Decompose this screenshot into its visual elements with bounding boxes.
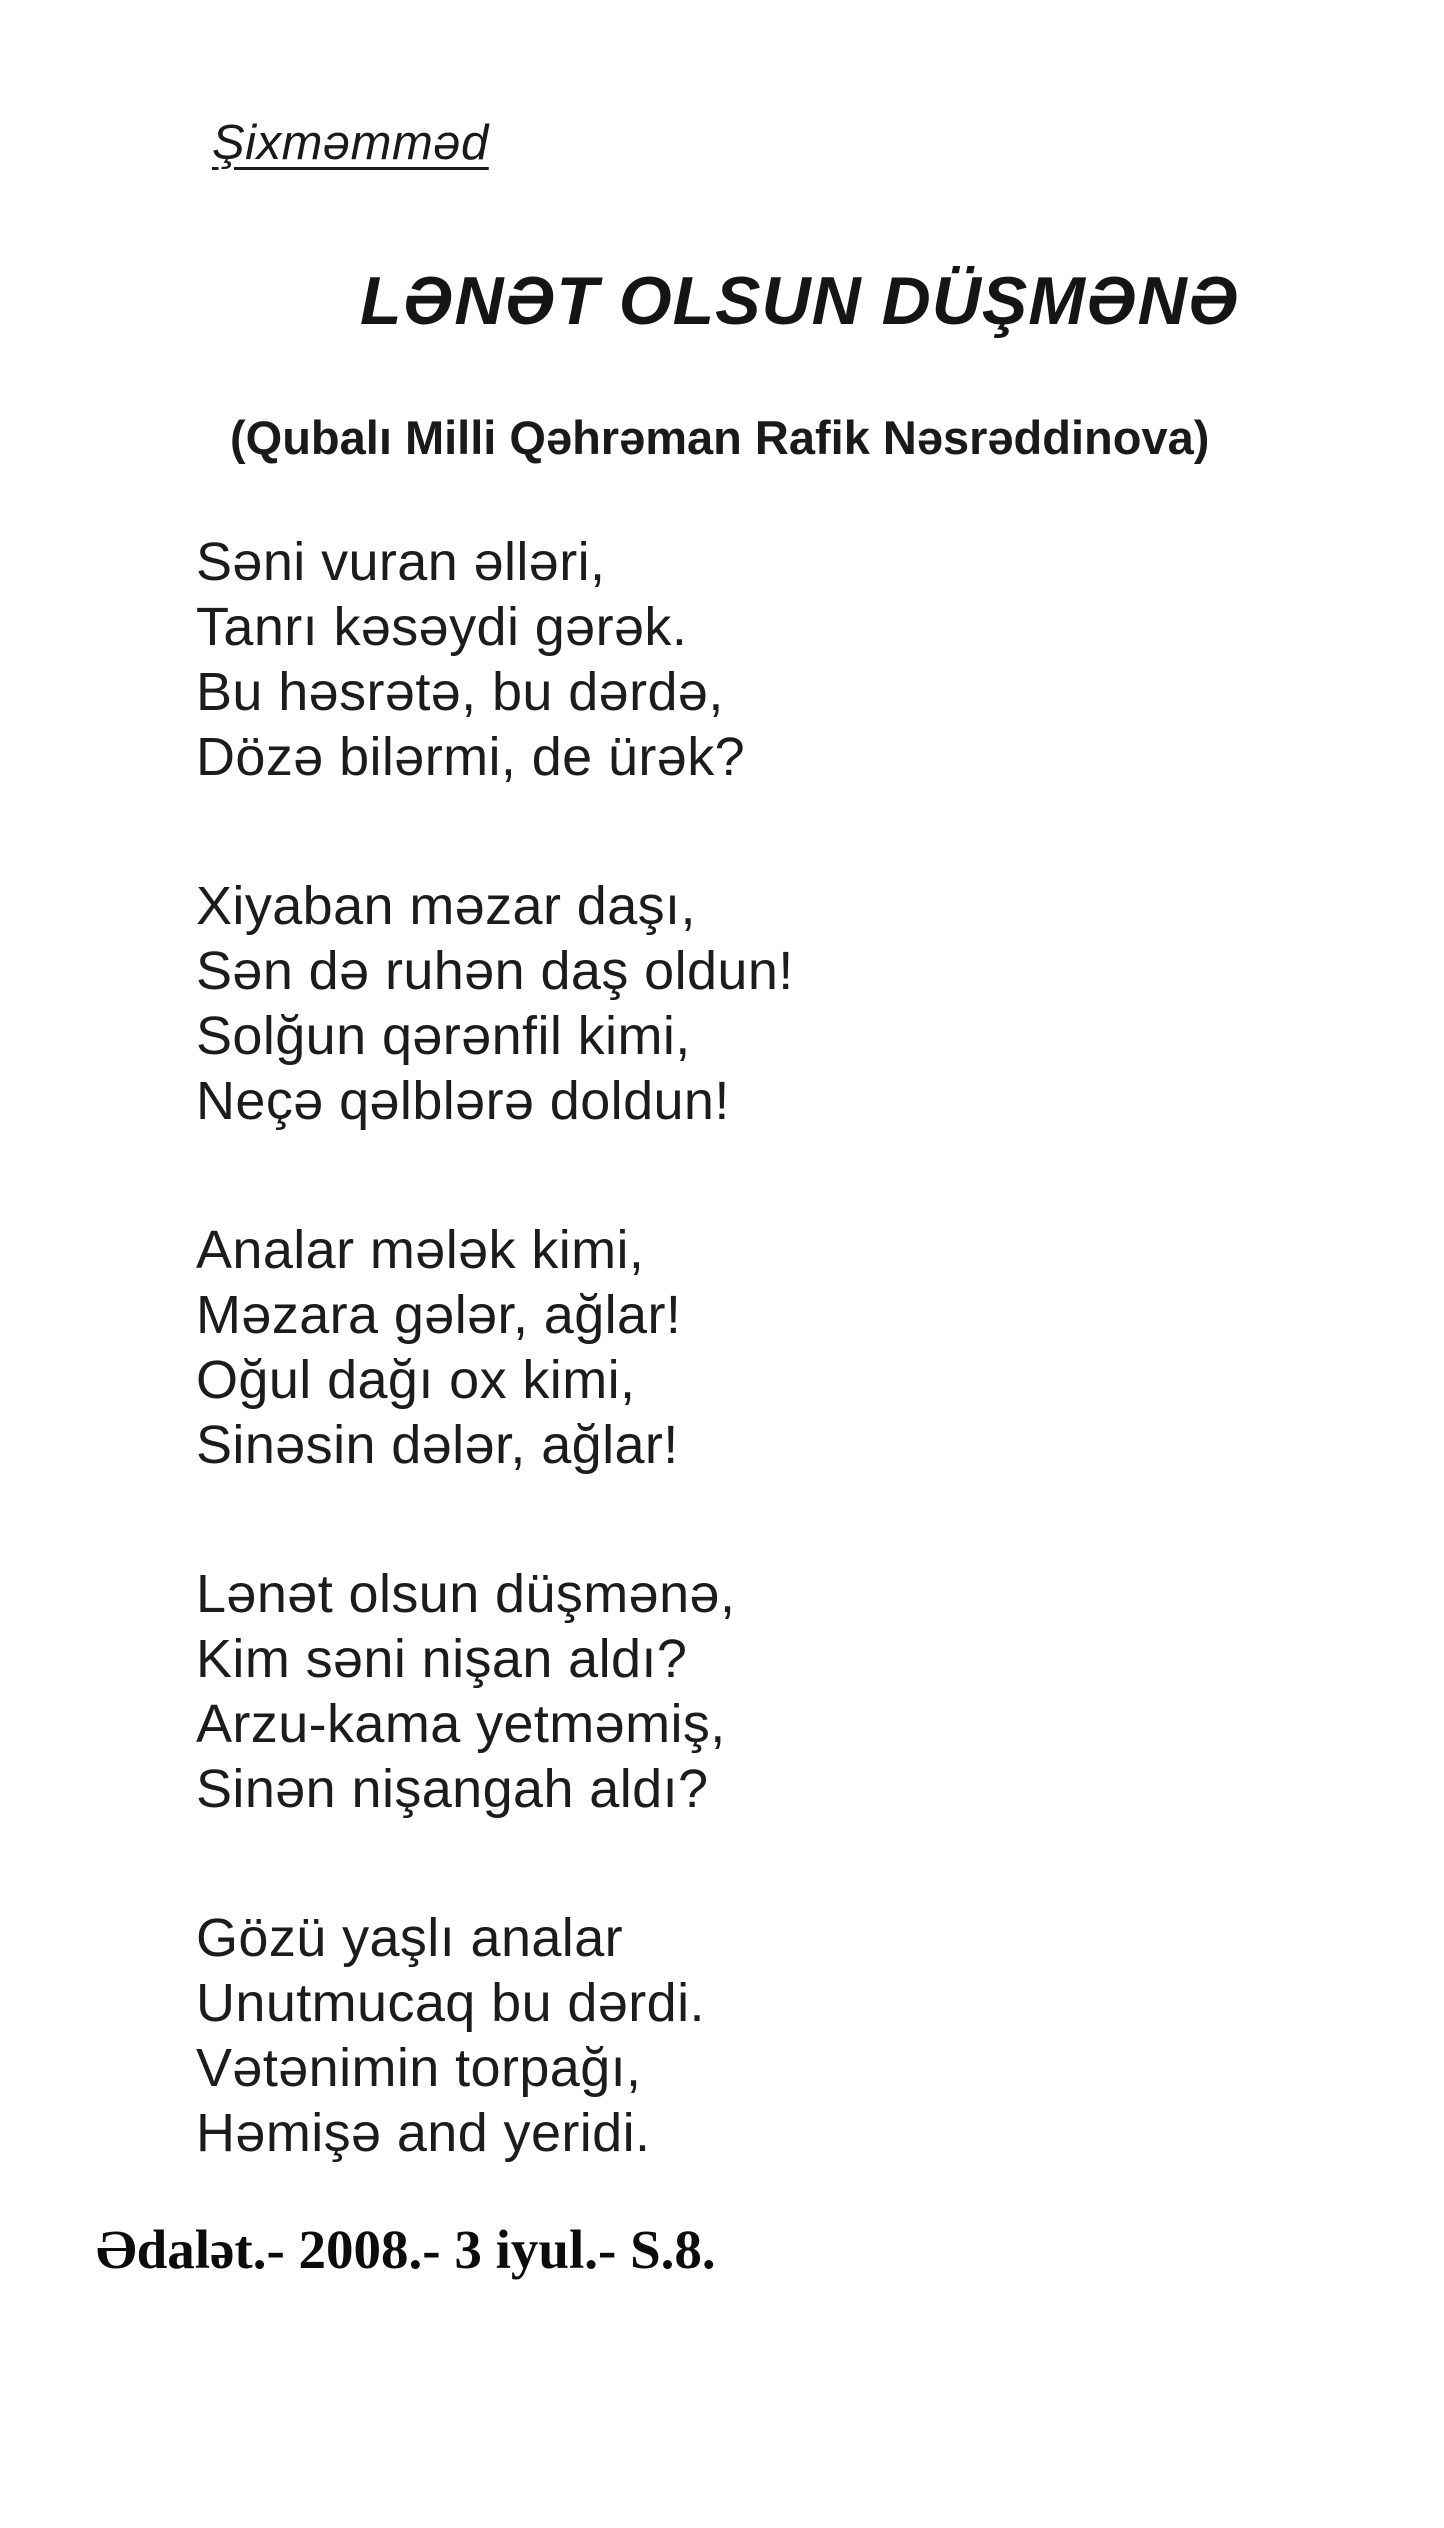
author-name: Şixməmməd (212, 116, 489, 170)
poem-line: Vətənimin torpağı, (196, 2038, 642, 2098)
poem-line: Dözə bilərmi, de ürək? (196, 727, 746, 787)
poem-line: Solğun qərənfil kimi, (196, 1006, 691, 1066)
poem-line: Gözü yaşlı analar (196, 1908, 624, 1968)
stanza-1 (196, 530, 1296, 790)
stanza-3 (196, 1218, 1296, 1478)
stanza-4 (196, 1562, 1296, 1822)
poem-line: Arzu-kama yetməmiş, (196, 1694, 726, 1754)
source-citation: Ədalət.- 2008.- 3 iyul.- S.8. (96, 2219, 716, 2280)
poem-body (196, 530, 1296, 2250)
poem-line: Xiyaban məzar daşı, (196, 876, 696, 936)
poem-line: Neçə qəlblərə doldun! (196, 1071, 730, 1131)
poem-line: Sən də ruhən daş oldun! (196, 941, 794, 1001)
poem-line: Bu həsrətə, bu dərdə, (196, 662, 724, 722)
poem-line: Unutmucaq bu dərdi. (196, 1973, 705, 2033)
poem-title: LƏNƏT OLSUN DÜŞMƏNƏ (360, 263, 1240, 339)
poem-line: Səni vuran əlləri, (196, 532, 606, 592)
poem-line: Tanrı kəsəydi gərək. (196, 597, 688, 657)
poem-line: Oğul dağı ox kimi, (196, 1350, 636, 1410)
poem-line: Sinəsin dələr, ağlar! (196, 1415, 679, 1475)
stanza-2 (196, 874, 1296, 1134)
poem-line: Analar mələk kimi, (196, 1220, 645, 1280)
poem-line: Lənət olsun düşmənə, (196, 1564, 736, 1624)
poem-line: Sinən nişangah aldı? (196, 1759, 709, 1819)
poem-line: Kim səni nişan aldı? (196, 1629, 688, 1689)
poem-dedication: (Qubalı Milli Qəhrəman Rafik Nəsrəddinova) (230, 411, 1210, 464)
poem-line: Məzara gələr, ağlar! (196, 1285, 682, 1345)
stanza-5 (196, 1906, 1296, 2166)
poem-line: Həmişə and yeridi. (196, 2103, 651, 2163)
